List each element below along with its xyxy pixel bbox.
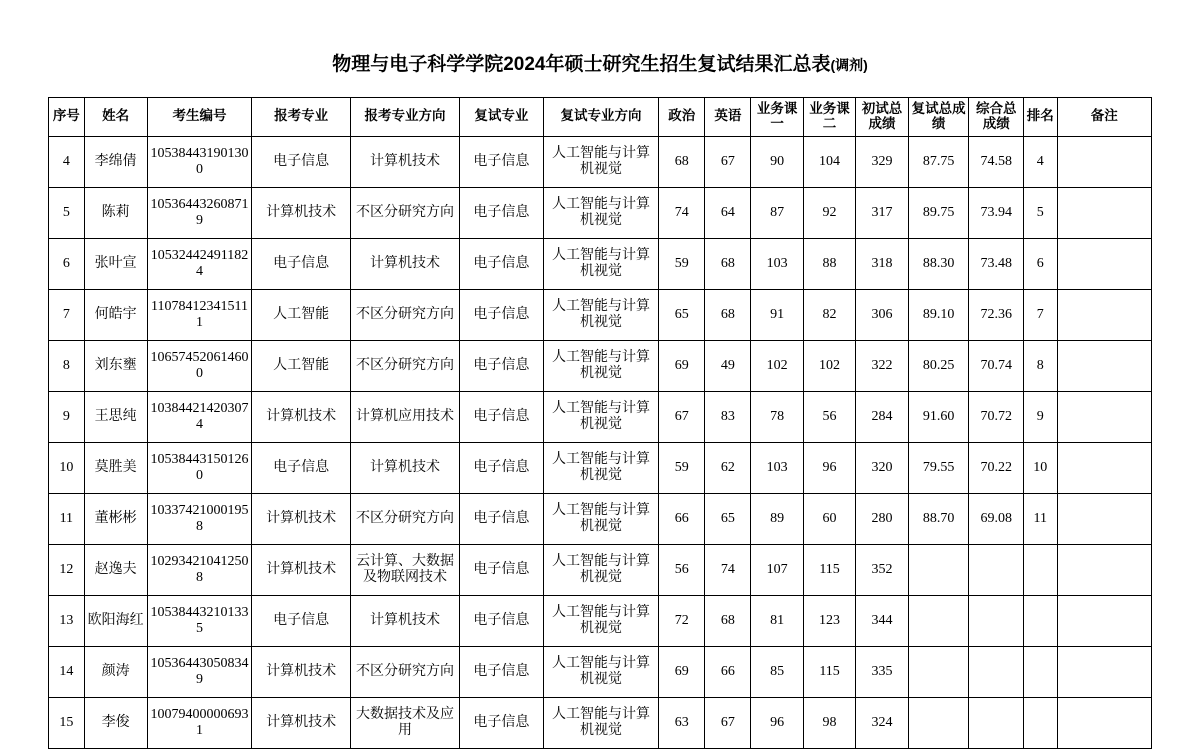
table-row (49, 340, 1152, 391)
cell-retest-major: 电子信息 (459, 442, 543, 493)
cell-business-one: 103 (751, 442, 803, 493)
cell-retest-total: 89.10 (908, 289, 969, 340)
cell-candidate-id: 106574520614600 (147, 340, 252, 391)
cell-business-one: 107 (751, 544, 803, 595)
cell-rank (1024, 595, 1058, 646)
results-table (48, 97, 1152, 749)
cell-seq: 4 (49, 136, 85, 187)
cell-overall-total: 70.72 (969, 391, 1024, 442)
cell-name-value: 颜涛 (84, 646, 147, 697)
cell-english: 67 (705, 136, 751, 187)
cell-name-value: 李俊 (84, 697, 147, 748)
cell-overall-total (969, 646, 1024, 697)
cell-name-value: 赵逸夫 (84, 544, 147, 595)
cell-politics: 63 (659, 697, 705, 748)
cell-retest-major: 电子信息 (459, 646, 543, 697)
cell-business-one: 102 (751, 340, 803, 391)
cell-initial-total: 284 (856, 391, 908, 442)
cell-business-two: 92 (803, 187, 855, 238)
cell-retest-direction: 人工智能与计算机视觉 (543, 544, 658, 595)
cell-retest-direction: 人工智能与计算机视觉 (543, 238, 658, 289)
results-table-container (48, 97, 1152, 749)
cell-english: 68 (705, 238, 751, 289)
cell-retest-direction: 人工智能与计算机视觉 (543, 595, 658, 646)
cell-direction: 不区分研究方向 (350, 340, 459, 391)
cell-retest-total: 89.75 (908, 187, 969, 238)
cell-direction: 计算机技术 (350, 595, 459, 646)
cell-candidate-id: 110784123415111 (147, 289, 252, 340)
cell-initial-total: 318 (856, 238, 908, 289)
cell-remark (1057, 187, 1151, 238)
cell-business-two: 88 (803, 238, 855, 289)
col-header-major: 报考专业 (252, 97, 351, 136)
cell-retest-direction: 人工智能与计算机视觉 (543, 340, 658, 391)
table-row (49, 391, 1152, 442)
cell-business-one: 81 (751, 595, 803, 646)
cell-retest-major: 电子信息 (459, 187, 543, 238)
cell-seq: 8 (49, 340, 85, 391)
cell-business-one: 78 (751, 391, 803, 442)
cell-major: 电子信息 (252, 136, 351, 187)
cell-retest-direction: 人工智能与计算机视觉 (543, 289, 658, 340)
cell-english: 74 (705, 544, 751, 595)
cell-name-value: 李绵倩 (84, 136, 147, 187)
col-header-business-two: 业务课二 (803, 97, 855, 136)
cell-seq: 6 (49, 238, 85, 289)
cell-candidate-id: 105364430508349 (147, 646, 252, 697)
cell-rank: 5 (1024, 187, 1058, 238)
cell-candidate-id: 103844214203074 (147, 391, 252, 442)
cell-retest-major: 电子信息 (459, 238, 543, 289)
cell-business-one: 89 (751, 493, 803, 544)
cell-retest-total (908, 646, 969, 697)
cell-retest-total: 91.60 (908, 391, 969, 442)
table-body (49, 136, 1152, 748)
cell-politics: 66 (659, 493, 705, 544)
cell-major: 计算机技术 (252, 493, 351, 544)
table-row (49, 442, 1152, 493)
cell-seq: 5 (49, 187, 85, 238)
cell-business-one: 103 (751, 238, 803, 289)
cell-direction: 不区分研究方向 (350, 493, 459, 544)
page-title-main: 物理与电子科学学院2024年硕士研究生招生复试结果汇总表 (332, 54, 831, 75)
table-row (49, 136, 1152, 187)
cell-business-one: 85 (751, 646, 803, 697)
cell-politics: 59 (659, 238, 705, 289)
cell-seq: 11 (49, 493, 85, 544)
cell-major: 电子信息 (252, 238, 351, 289)
cell-business-two: 96 (803, 442, 855, 493)
cell-retest-total: 88.30 (908, 238, 969, 289)
cell-business-one: 96 (751, 697, 803, 748)
cell-retest-direction: 人工智能与计算机视觉 (543, 187, 658, 238)
cell-business-two: 123 (803, 595, 855, 646)
cell-direction: 不区分研究方向 (350, 289, 459, 340)
col-header-candidate-id: 考生编号 (147, 97, 252, 136)
col-header-english: 英语 (705, 97, 751, 136)
cell-initial-total: 329 (856, 136, 908, 187)
cell-retest-direction: 人工智能与计算机视觉 (543, 646, 658, 697)
col-header-remark: 备注 (1057, 97, 1151, 136)
cell-remark (1057, 289, 1151, 340)
cell-seq: 14 (49, 646, 85, 697)
cell-business-one: 91 (751, 289, 803, 340)
table-row (49, 544, 1152, 595)
cell-business-two: 56 (803, 391, 855, 442)
col-header-politics: 政治 (659, 97, 705, 136)
cell-remark (1057, 646, 1151, 697)
cell-politics: 68 (659, 136, 705, 187)
cell-major: 计算机技术 (252, 391, 351, 442)
cell-retest-major: 电子信息 (459, 493, 543, 544)
cell-retest-major: 电子信息 (459, 544, 543, 595)
cell-retest-major: 电子信息 (459, 340, 543, 391)
cell-retest-total: 80.25 (908, 340, 969, 391)
cell-initial-total: 324 (856, 697, 908, 748)
cell-candidate-id: 105384432101335 (147, 595, 252, 646)
cell-rank: 7 (1024, 289, 1058, 340)
table-row (49, 646, 1152, 697)
cell-politics: 56 (659, 544, 705, 595)
cell-rank: 9 (1024, 391, 1058, 442)
cell-initial-total: 322 (856, 340, 908, 391)
cell-retest-major: 电子信息 (459, 289, 543, 340)
cell-seq: 7 (49, 289, 85, 340)
cell-politics: 74 (659, 187, 705, 238)
cell-remark (1057, 442, 1151, 493)
cell-overall-total: 72.36 (969, 289, 1024, 340)
cell-retest-direction: 人工智能与计算机视觉 (543, 136, 658, 187)
cell-english: 68 (705, 289, 751, 340)
cell-direction: 计算机技术 (350, 442, 459, 493)
cell-major: 电子信息 (252, 442, 351, 493)
cell-politics: 69 (659, 646, 705, 697)
cell-rank (1024, 544, 1058, 595)
table-row (49, 595, 1152, 646)
cell-retest-major: 电子信息 (459, 136, 543, 187)
cell-name-value: 陈莉 (84, 187, 147, 238)
cell-direction: 不区分研究方向 (350, 187, 459, 238)
cell-english: 49 (705, 340, 751, 391)
cell-rank: 8 (1024, 340, 1058, 391)
col-header-rank: 排名 (1024, 97, 1058, 136)
table-row (49, 187, 1152, 238)
cell-remark (1057, 493, 1151, 544)
cell-rank: 6 (1024, 238, 1058, 289)
cell-retest-direction: 人工智能与计算机视觉 (543, 391, 658, 442)
cell-retest-total (908, 544, 969, 595)
cell-retest-major: 电子信息 (459, 391, 543, 442)
cell-major: 人工智能 (252, 289, 351, 340)
cell-candidate-id: 105324424911824 (147, 238, 252, 289)
cell-initial-total: 335 (856, 646, 908, 697)
cell-remark (1057, 136, 1151, 187)
cell-candidate-id: 102934210412508 (147, 544, 252, 595)
cell-business-two: 115 (803, 544, 855, 595)
cell-name-value: 张叶宣 (84, 238, 147, 289)
cell-business-two: 115 (803, 646, 855, 697)
cell-direction: 云计算、大数据及物联网技术 (350, 544, 459, 595)
cell-politics: 65 (659, 289, 705, 340)
cell-business-two: 82 (803, 289, 855, 340)
cell-seq: 10 (49, 442, 85, 493)
col-header-retest-major: 复试专业 (459, 97, 543, 136)
cell-rank (1024, 646, 1058, 697)
cell-major: 计算机技术 (252, 646, 351, 697)
cell-english: 68 (705, 595, 751, 646)
table-row (49, 289, 1152, 340)
cell-major: 计算机技术 (252, 187, 351, 238)
cell-overall-total: 70.74 (969, 340, 1024, 391)
cell-overall-total: 73.48 (969, 238, 1024, 289)
cell-politics: 72 (659, 595, 705, 646)
cell-direction: 计算机技术 (350, 238, 459, 289)
cell-english: 62 (705, 442, 751, 493)
cell-remark (1057, 544, 1151, 595)
cell-overall-total (969, 595, 1024, 646)
cell-english: 65 (705, 493, 751, 544)
cell-name-value: 刘东壅 (84, 340, 147, 391)
cell-remark (1057, 340, 1151, 391)
cell-major: 计算机技术 (252, 697, 351, 748)
cell-business-two: 98 (803, 697, 855, 748)
cell-retest-major: 电子信息 (459, 595, 543, 646)
cell-politics: 67 (659, 391, 705, 442)
col-header-seq: 序号 (49, 97, 85, 136)
page-title (0, 0, 1200, 77)
table-header (49, 97, 1152, 136)
table-row (49, 238, 1152, 289)
cell-direction: 不区分研究方向 (350, 646, 459, 697)
page-title-suffix: (调剂) (830, 57, 868, 73)
col-header-business-one: 业务课一 (751, 97, 803, 136)
cell-remark (1057, 391, 1151, 442)
cell-english: 64 (705, 187, 751, 238)
cell-remark (1057, 595, 1151, 646)
cell-initial-total: 344 (856, 595, 908, 646)
cell-seq: 13 (49, 595, 85, 646)
cell-name-value: 王思纯 (84, 391, 147, 442)
cell-retest-direction: 人工智能与计算机视觉 (543, 442, 658, 493)
cell-name-value: 欧阳海红 (84, 595, 147, 646)
cell-business-one: 87 (751, 187, 803, 238)
cell-major: 人工智能 (252, 340, 351, 391)
cell-candidate-id: 103374210001958 (147, 493, 252, 544)
cell-candidate-id: 100794000006931 (147, 697, 252, 748)
cell-name-value: 何皓宇 (84, 289, 147, 340)
cell-english: 67 (705, 697, 751, 748)
cell-seq: 12 (49, 544, 85, 595)
cell-overall-total: 73.94 (969, 187, 1024, 238)
cell-business-two: 104 (803, 136, 855, 187)
cell-overall-total: 70.22 (969, 442, 1024, 493)
col-header-retest-direction: 复试专业方向 (543, 97, 658, 136)
table-row (49, 493, 1152, 544)
cell-english: 66 (705, 646, 751, 697)
cell-retest-total (908, 595, 969, 646)
cell-politics: 69 (659, 340, 705, 391)
cell-remark (1057, 238, 1151, 289)
cell-direction: 大数据技术及应用 (350, 697, 459, 748)
cell-retest-total: 88.70 (908, 493, 969, 544)
cell-rank: 11 (1024, 493, 1058, 544)
table-header-row (49, 97, 1152, 136)
cell-overall-total: 69.08 (969, 493, 1024, 544)
cell-retest-total: 87.75 (908, 136, 969, 187)
cell-retest-total: 79.55 (908, 442, 969, 493)
cell-retest-major: 电子信息 (459, 697, 543, 748)
cell-seq: 9 (49, 391, 85, 442)
cell-candidate-id: 105384431501260 (147, 442, 252, 493)
cell-initial-total: 317 (856, 187, 908, 238)
col-header-initial-total: 初试总成绩 (856, 97, 908, 136)
cell-initial-total: 320 (856, 442, 908, 493)
col-header-retest-total: 复试总成绩 (908, 97, 969, 136)
cell-business-two: 102 (803, 340, 855, 391)
cell-initial-total: 280 (856, 493, 908, 544)
cell-candidate-id: 105384431901300 (147, 136, 252, 187)
cell-retest-direction: 人工智能与计算机视觉 (543, 697, 658, 748)
cell-major: 计算机技术 (252, 544, 351, 595)
cell-overall-total: 74.58 (969, 136, 1024, 187)
cell-retest-direction: 人工智能与计算机视觉 (543, 493, 658, 544)
cell-rank: 4 (1024, 136, 1058, 187)
cell-business-one: 90 (751, 136, 803, 187)
cell-name-value: 莫胜美 (84, 442, 147, 493)
cell-seq: 15 (49, 697, 85, 748)
cell-initial-total: 352 (856, 544, 908, 595)
col-header-direction: 报考专业方向 (350, 97, 459, 136)
cell-candidate-id: 105364432608719 (147, 187, 252, 238)
cell-rank: 10 (1024, 442, 1058, 493)
cell-politics: 59 (659, 442, 705, 493)
cell-major: 电子信息 (252, 595, 351, 646)
col-header-overall-total: 综合总成绩 (969, 97, 1024, 136)
cell-initial-total: 306 (856, 289, 908, 340)
cell-english: 83 (705, 391, 751, 442)
cell-name-value: 董彬彬 (84, 493, 147, 544)
cell-direction: 计算机技术 (350, 136, 459, 187)
cell-direction: 计算机应用技术 (350, 391, 459, 442)
col-header-name: 姓名 (84, 97, 147, 136)
cell-business-two: 60 (803, 493, 855, 544)
cell-overall-total (969, 544, 1024, 595)
